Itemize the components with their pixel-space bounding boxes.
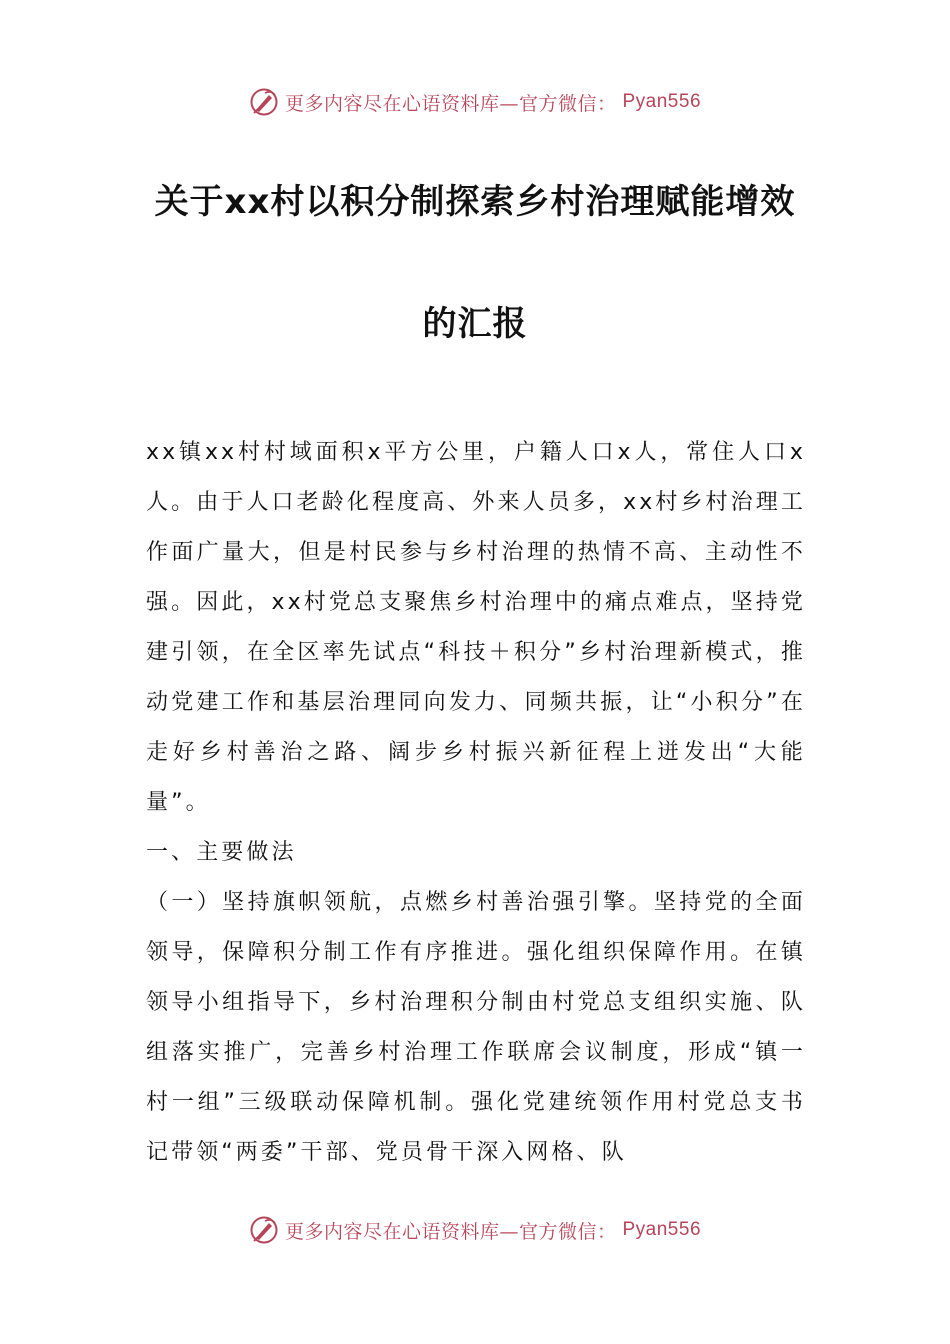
pen-logo-icon xyxy=(249,1215,279,1245)
watermark-text: 更多内容尽在心语资料库—官方微信： xyxy=(284,1220,617,1243)
watermark-wechat-id: Pyan556 xyxy=(622,1219,702,1240)
document-body xyxy=(146,428,806,1178)
pen-logo-icon xyxy=(249,87,279,117)
document-title-line-1: 关于xx村以积分制探索乡村治理赋能增效 xyxy=(154,182,796,222)
section-1-paragraph-1: （一）坚持旗帜领航，点燃乡村善治强引擎。坚持党的全面领导，保障积分制工作有序推进。强化组织保障作用。在镇领导小组指导下，乡村治理积分制由村党总支组织实施、队组落实推广，完善乡村治理工作联席会议制度，形成“镇一村一组”三级联动保障机制。强化党建统领作用村党总支书记带领“两委”干部、党员骨干深入网格、队 xyxy=(146,890,806,1165)
watermark-wechat-id: Pyan556 xyxy=(622,91,702,112)
section-heading-main-practices: 一、主要做法 xyxy=(146,840,297,865)
document-title-line-2: 的汇报 xyxy=(422,304,528,344)
watermark-footer xyxy=(0,1210,950,1250)
watermark-header xyxy=(0,82,950,122)
watermark-text: 更多内容尽在心语资料库—官方微信： xyxy=(284,92,617,115)
intro-paragraph: xx镇xx村村域面积x平方公里，户籍人口x人，常住人口x人。由于人口老龄化程度高、外来人员多，xx村乡村治理工作面广量大，但是村民参与乡村治理的热情不高、主动性不强。因此，xx村党总支聚焦乡村治理中的痛点难点，坚持党建引领，在全区率先试点“科技＋积分”乡村治理新模式，推动党建工作和基层治理同向发力、同频共振，让“小积分”在走好乡村善治之路、阔步乡村振兴新征程上迸发出“大能量”。 xyxy=(146,440,806,815)
